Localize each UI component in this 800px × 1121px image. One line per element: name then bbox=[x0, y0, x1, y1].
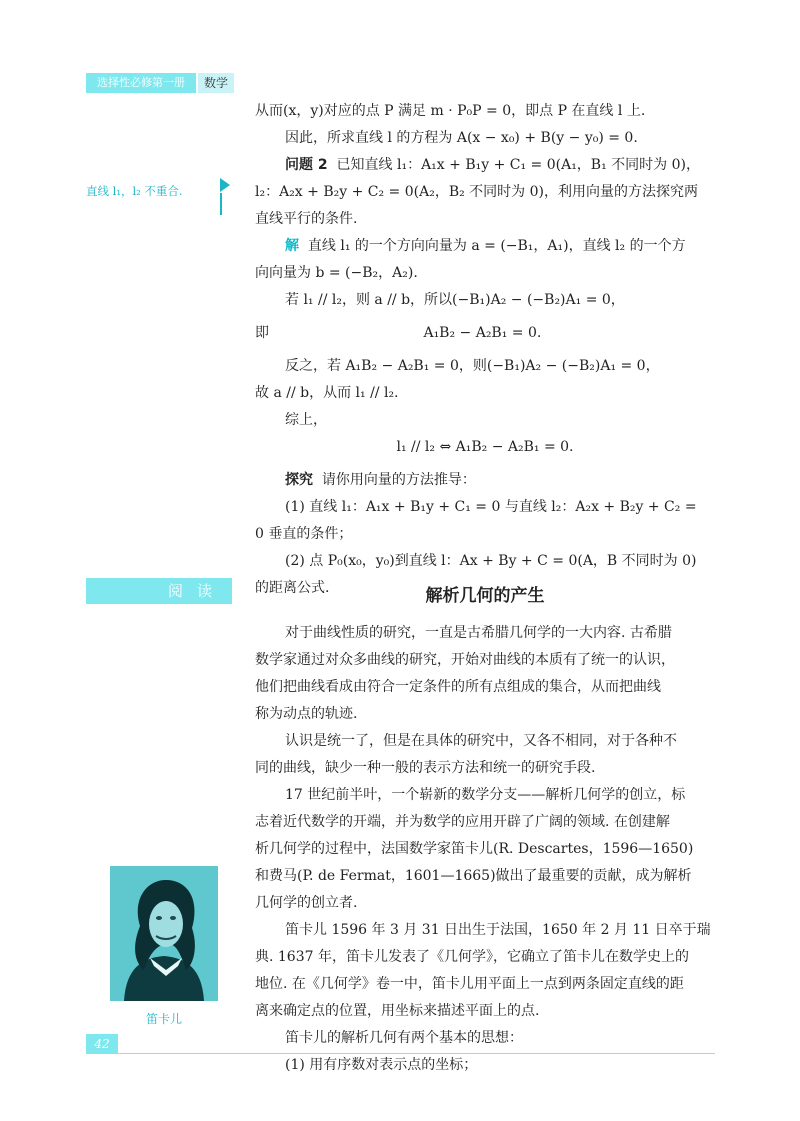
main-text bbox=[255, 98, 715, 602]
solution-line4-eq: A₁B₂ − A₂B₁ = 0. bbox=[423, 325, 542, 341]
solution-line3: 若 l₁ // l₂，则 a // b，所以(−B₁)A₂ − (−B₂)A₁ = 0， bbox=[285, 292, 625, 308]
descartes-portrait bbox=[110, 866, 218, 1001]
reading-p4-l4: 离来确定点的位置，用坐标来描述平面上的点. bbox=[255, 1003, 540, 1019]
reading-p3-l3: 析几何学的过程中，法国数学家笛卡儿(R. Descartes，1596—1650) bbox=[255, 841, 694, 857]
book-tag: 选择性必修第一册 bbox=[86, 73, 196, 93]
reading-p3-l2: 志着近代数学的开端，并为数学的应用开辟了广阔的领域. 在创建解 bbox=[255, 814, 670, 830]
body-line-1: 从而(x，y)对应的点 P 满足 m · P₀P = 0，即点 P 在直线 l 上. bbox=[255, 103, 646, 119]
reading-p5-l1: 笛卡儿的解析几何有两个基本的思想： bbox=[285, 1030, 523, 1046]
reading-p1-l3: 他们把曲线看成由符合一定条件的所有点组成的集合，从而把曲线 bbox=[255, 679, 661, 695]
reading-p4-l2: 典. 1637 年，笛卡儿发表了《几何学》，它确立了笛卡儿在数学史上的 bbox=[255, 949, 689, 965]
solution-label: 解 bbox=[285, 238, 299, 254]
solution-line2: 向向量为 b = (−B₂，A₂). bbox=[255, 265, 418, 281]
reading-p1-l2: 数学家通过对众多曲线的研究，开始对曲线的本质有了统一的认识， bbox=[255, 652, 675, 668]
problem2-text1: 已知直线 l₁：A₁x + B₁y + C₁ = 0(A₁，B₁ 不同时为 0)， bbox=[336, 157, 700, 173]
reading-p6-l1: (1) 用有序数对表示点的坐标； bbox=[285, 1057, 478, 1073]
reading-title: 解析几何的产生 bbox=[425, 586, 545, 606]
explore-item2a: (2) 点 P₀(x₀，y₀)到直线 l：Ax + By + C = 0(A，B 不同时为 0) bbox=[285, 553, 697, 569]
reading-text bbox=[255, 620, 715, 1079]
solution-line7: 综上， bbox=[285, 412, 327, 428]
margin-arrow-icon bbox=[220, 178, 230, 192]
problem2-line1 bbox=[255, 152, 715, 179]
explore-item2b: 的距离公式. bbox=[255, 580, 330, 596]
reading-p3-l4: 和费马(P. de Fermat，1601—1665)做出了最重要的贡献，成为解析 bbox=[255, 868, 692, 884]
problem2-label: 问题 2 bbox=[285, 157, 328, 173]
footer-rule bbox=[118, 1053, 715, 1054]
solution-line5: 反之，若 A₁B₂ − A₂B₁ = 0，则(−B₁)A₂ − (−B₂)A₁ = 0， bbox=[285, 358, 660, 374]
solution-line8-eq: l₁ // l₂ ⇔ A₁B₂ − A₂B₁ = 0. bbox=[396, 439, 574, 455]
solution-line4-label: 即 bbox=[255, 325, 269, 341]
reading-p3-l5: 几何学的创立者. bbox=[255, 895, 358, 911]
solution-line4 bbox=[255, 320, 715, 347]
reading-p2-l1: 认识是统一了，但是在具体的研究中，又各不相同，对于各种不 bbox=[285, 733, 677, 749]
body-line-2: 因此，所求直线 l 的方程为 A(x − x₀) + B(y − y₀) = 0. bbox=[285, 130, 638, 146]
explore-label: 探究 bbox=[285, 472, 313, 488]
reading-p1-l4: 称为动点的轨迹. bbox=[255, 706, 358, 722]
explore-item1a: (1) 直线 l₁：A₁x + B₁y + C₁ = 0 与直线 l₂：A₂x + B₂y + C₂ = bbox=[285, 499, 697, 515]
reading-p1-l1: 对于曲线性质的研究，一直是古希腊几何学的一大内容. 古希腊 bbox=[285, 625, 672, 641]
subject-label: 数学 bbox=[198, 73, 234, 93]
reading-p4-l3: 地位. 在《几何学》卷一中，笛卡儿用平面上一点到两条固定直线的距 bbox=[255, 976, 684, 992]
explore-intro: 请你用向量的方法推导： bbox=[321, 472, 476, 488]
reading-p3-l1: 17 世纪前半叶，一个崭新的数学分支——解析几何学的创立，标 bbox=[285, 787, 686, 803]
solution-line1 bbox=[255, 233, 715, 260]
reading-p2-l2: 同的曲线，缺少一种一般的表示方法和统一的研究手段. bbox=[255, 760, 596, 776]
portrait-caption: 笛卡儿 bbox=[145, 1012, 182, 1026]
margin-bar bbox=[220, 193, 222, 215]
explore-item1b: 0 垂直的条件； bbox=[255, 526, 353, 542]
page-number: 42 bbox=[86, 1034, 118, 1054]
explore-line bbox=[255, 467, 715, 494]
problem2-line2: l₂：A₂x + B₂y + C₂ = 0(A₂，B₂ 不同时为 0)，利用向量的方法探究两 bbox=[255, 184, 698, 200]
problem2-line3: 直线平行的条件. bbox=[255, 211, 358, 227]
margin-note: 直线 l₁，l₂ 不重合. bbox=[86, 184, 183, 198]
portrait-image bbox=[110, 866, 218, 1001]
reading-p4-l1: 笛卡儿 1596 年 3 月 31 日出生于法国，1650 年 2 月 11 日卒于瑞 bbox=[285, 922, 711, 938]
solution-line6: 故 a // b，从而 l₁ // l₂. bbox=[255, 385, 399, 401]
reading-banner: 阅读 bbox=[86, 578, 232, 604]
solution-text1: 直线 l₁ 的一个方向向量为 a = (−B₁，A₁)，直线 l₂ 的一个方 bbox=[307, 238, 686, 254]
